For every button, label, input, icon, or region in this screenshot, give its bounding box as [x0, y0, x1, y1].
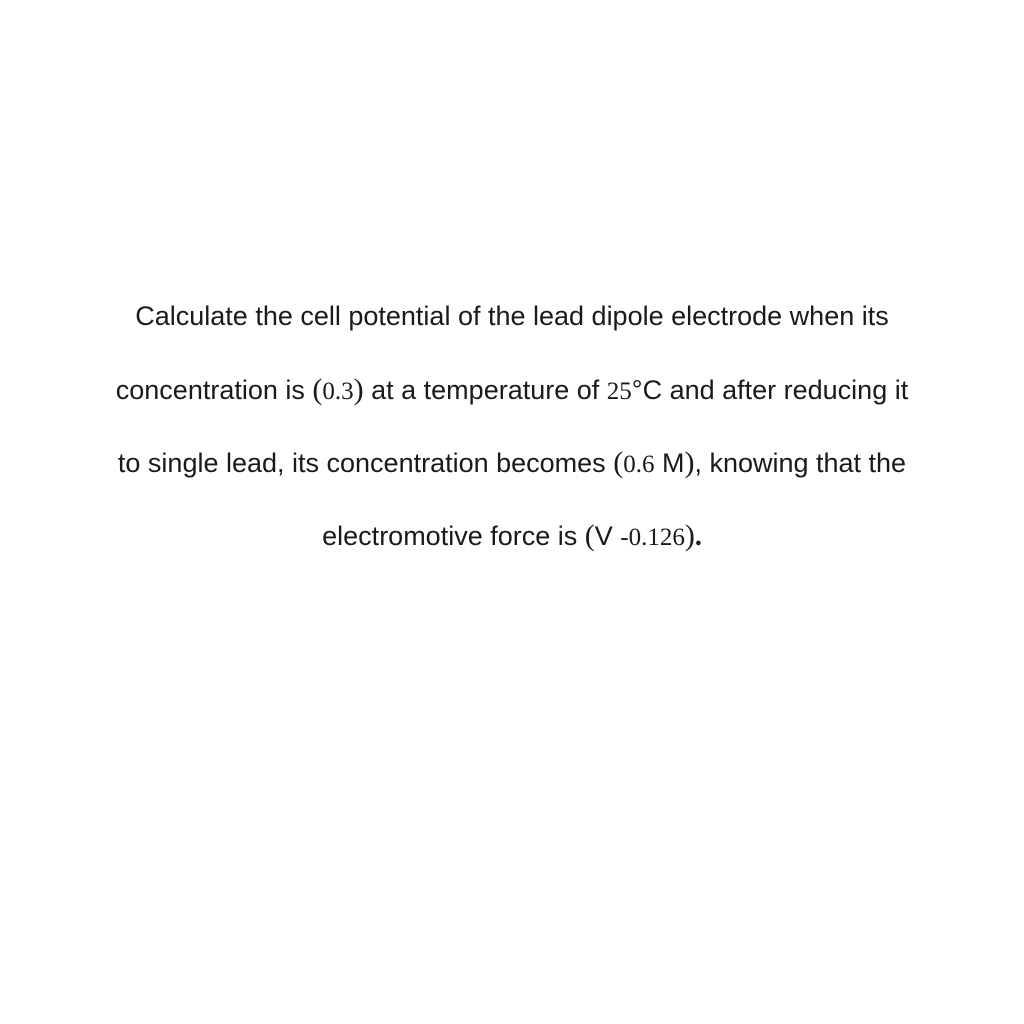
- emf-unit: V: [594, 521, 621, 551]
- final-concentration-unit: M: [654, 448, 685, 478]
- open-paren: (: [312, 373, 323, 406]
- question-line-1: [0, 280, 1024, 353]
- emf-value: -0.126: [620, 524, 685, 551]
- initial-concentration-value: 0.3: [322, 378, 354, 405]
- line-2-before: concentration is: [115, 375, 313, 405]
- question-text: [0, 280, 1024, 572]
- line-2-middle: at a temperature of: [363, 375, 607, 405]
- line-4-before: electromotive force is: [322, 521, 585, 551]
- close-paren: ): [684, 519, 695, 552]
- question-line-3: [0, 426, 1024, 499]
- line-3-before: to single lead, its concentration becomes: [117, 448, 614, 478]
- close-paren: ): [684, 446, 695, 479]
- question-line-4: [0, 499, 1024, 572]
- final-concentration-number: 0.6: [623, 451, 655, 478]
- temperature-number: 25: [606, 378, 632, 405]
- temperature-unit: °C: [631, 375, 663, 405]
- line-2-after: and after reducing it: [662, 375, 909, 405]
- question-line-2: [0, 353, 1024, 426]
- line-1-text: Calculate the cell potential of the lead dipole electrode when its: [135, 301, 889, 331]
- line-3-after: , knowing that the: [694, 448, 907, 478]
- open-paren: (: [613, 446, 624, 479]
- line-4-end: .: [694, 521, 702, 552]
- open-paren: (: [584, 519, 595, 552]
- close-paren: ): [353, 373, 364, 406]
